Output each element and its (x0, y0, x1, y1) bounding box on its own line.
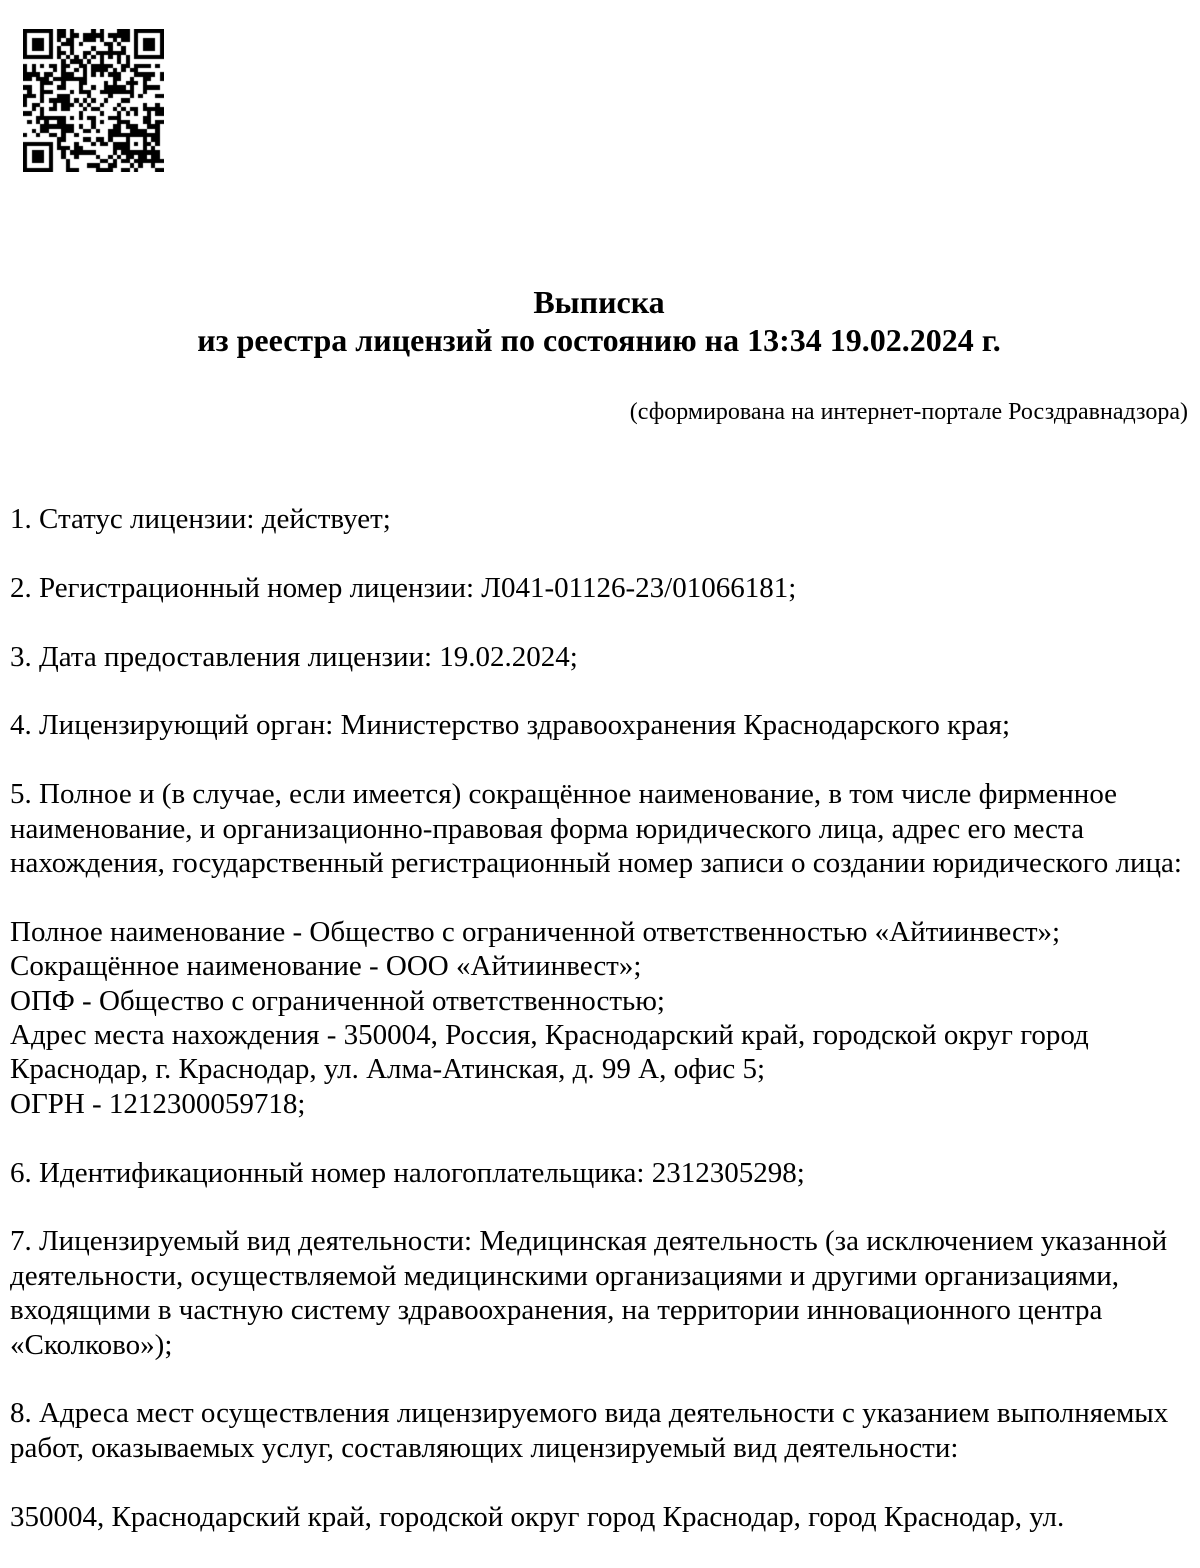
item-2-registration-number: 2. Регистрационный номер лицензии: Л041-01126-23/01066181; (10, 571, 797, 604)
opf-line: ОПФ - Общество с ограниченной ответственностью; (10, 984, 665, 1017)
item-1-status: 1. Статус лицензии: действует; (10, 503, 391, 535)
document-title (10, 283, 1188, 359)
document-body (10, 502, 1188, 1534)
address-line: Адрес места нахождения - 350004, Россия, Краснодарский край, городской округ город Краснодар, г. Краснодар, ул. Алма-Атинская, д. 99 А, офис 5; (10, 1019, 1089, 1086)
item-6-inn: 6. Идентификационный номер налогоплательщика: 2312305298; (10, 1156, 805, 1189)
full-name-line: Полное наименование - Общество с ограниченной ответственностью «Айтиинвест»; (10, 915, 1061, 948)
short-name-line: Сокращённое наименование - ООО «Айтиинвест»; (10, 950, 642, 983)
item-7-activity-type: 7. Лицензируемый вид деятельности: Медицинская деятельность (за исключением указанной деятельности, осуществляемой медицинскими организациями и другими организациями, входящими в частную систему здравоохранения, на территории инновационного центра «Сколково»); (10, 1225, 1168, 1361)
item-3-grant-date: 3. Дата предоставления лицензии: 19.02.2024; (10, 640, 578, 673)
title-line-1: Выписка (533, 284, 665, 320)
ogrn-line: ОГРН - 1212300059718; (10, 1087, 306, 1120)
title-line-2: из реестра лицензий по состоянию на 13:34 19.02.2024 г. (197, 322, 1001, 358)
item-5-names-heading: 5. Полное и (в случае, если имеется) сокращённое наименование, в том числе фирменное наименование, и организационно-правовая форма юридического лица, адрес его места нахождения, государственный регистрационный номер записи о создании юридического лица: (10, 778, 1182, 879)
document-subtitle: (сформирована на интернет-портале Росздравнадзора) (629, 399, 1188, 425)
qr-code (23, 29, 164, 172)
item-4-licensing-authority: 4. Лицензирующий орган: Министерство здравоохранения Краснодарского края; (10, 709, 1011, 742)
activity-address-line: 350004, Краснодарский край, городской округ город Краснодар, город Краснодар, ул. (10, 1500, 1065, 1533)
item-8-addresses-heading: 8. Адреса мест осуществления лицензируемого вида деятельности с указанием выполняемых работ, оказываемых услуг, составляющих лицензируемый вид деятельности: (10, 1397, 1169, 1464)
